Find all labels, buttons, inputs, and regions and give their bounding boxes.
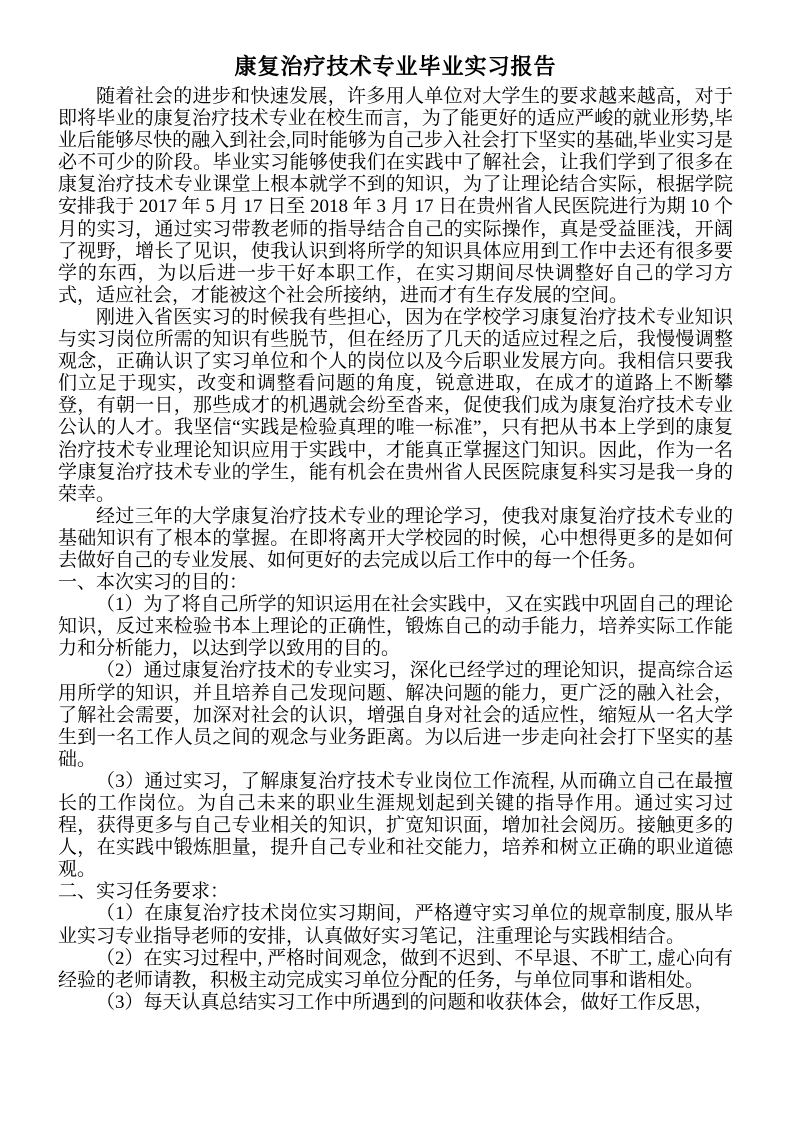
document-title: 康复治疗技术专业毕业实习报告 bbox=[234, 54, 557, 79]
paragraph-first-days: 刚进入省医实习的时候我有些担心，因为在学校学习康复治疗技术专业知识与实习岗位所需的知识有些脱节，但在经历了几天的适应过程之后，我慢慢调整观念，正确认识了实习单位和个人的岗位以及今后职业发展方向。我相信只要我们立足于现实，改变和调整看问题的角度，锐意进取，在成才的道路上不断攀登，有朝一日，那些成才的机遇就会纷至沓来，促使我们成为康复治疗技术专业公认的人才。我坚信“实践是检验真理的唯一标准”，只有把从书本上学到的康复治疗技术专业理论知识应用于实践中，才能真正掌握这门知识。因此，作为一名学康复治疗技术专业的学生，能有机会在贵州省人民医院康复科实习是我一身的荣幸。 bbox=[58, 306, 733, 505]
section-heading-task-requirements: 二、实习任务要求： bbox=[58, 881, 230, 903]
paragraph-three-years-study: 经过三年的大学康复治疗技术专业的理论学习，使我对康复治疗技术专业的基础知识有了根本的掌握。在即将离开大学校园的时候，心中想得更多的是如何去做好自己的专业发展、如何更好的去完成以后工作中的每一个任务。 bbox=[58, 505, 733, 571]
paragraph-introduction: 随着社会的进步和快速发展，许多用人单位对大学生的要求越来越高，对于即将毕业的康复治疗技术专业在校生而言，为了能更好的适应严峻的就业形势,毕业后能够尽快的融入到社会,同时能够为自己步入社会打下坚实的基础,毕业实习是必不可少的阶段。毕业实习能够使我们在实践中了解社会，让我们学到了很多在康复治疗技术专业课堂上根本就学不到的知识，为了让理论结合实际，根据学院安排我于 2017 年 5 月 17 日至 2018 年 3 月 17 日在贵州省人民医院进行为期 10 个月的实习，通过实习带教老师的指导结合自己的实际操作，真是受益匪浅，开阔了视野，增长了见识，使我认识到将所学的知识具体应用到工作中去还有很多要学的东西，为以后进一步干好本职工作，在实习期间尽快调整好自己的学习方式，适应社会，才能被这个社会所接纳，进而才有生存发展的空间。 bbox=[58, 86, 733, 306]
paragraph-objective-1: （1）为了将自己所学的知识运用在社会实践中，又在实践中巩固自己的理论知识，反过来检验书本上理论的正确性，锻炼自己的动手能力，培养实际工作能力和分析能力，以达到学以致用的目的。 bbox=[58, 594, 733, 660]
paragraph-requirement-1: （1）在康复治疗技术岗位实习期间，严格遵守实习单位的规章制度, 服从毕业实习专业指导老师的安排，认真做好实习笔记，注重理论与实践相结合。 bbox=[58, 903, 733, 947]
section-heading-internship-objectives: 一、本次实习的目的： bbox=[58, 572, 249, 594]
paragraph-requirement-3: （3）每天认真总结实习工作中所遇到的问题和收获体会，做好工作反思， bbox=[96, 991, 714, 1013]
paragraph-objective-2: （2）通过康复治疗技术的专业实习，深化已经学过的理论知识，提高综合运用所学的知识，并且培养自己发现问题、解决问题的能力，更广泛的融入社会，了解社会需要，加深对社会的认识，增强自身对社会的适应性，缩短从一名大学生到一名工作人员之间的观念与业务距离。为以后进一步走向社会打下坚实的基础。 bbox=[58, 660, 733, 770]
paragraph-objective-3: （3）通过实习，了解康复治疗技术专业岗位工作流程, 从而确立自己在最擅长的工作岗位。为自己未来的职业生涯规划起到关键的指导作用。通过实习过程，获得更多与自己专业相关的知识，扩宽知识面，增加社会阅历。接触更多的人，在实践中锻炼胆量，提升自己专业和社交能力，培养和树立正确的职业道德观。 bbox=[58, 770, 733, 881]
paragraph-requirement-2: （2）在实习过程中, 严格时间观念，做到不迟到、不早退、不旷工, 虚心向有经验的老师请教，积极主动完成实习单位分配的任务，与单位同事和谐相处。 bbox=[58, 947, 733, 991]
